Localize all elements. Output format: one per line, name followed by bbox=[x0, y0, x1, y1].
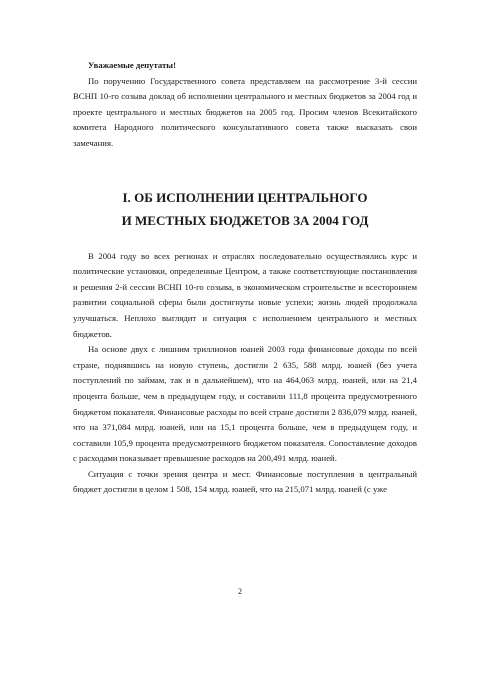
section-heading bbox=[73, 186, 417, 232]
body-paragraph-3: Ситуация с точки зрения центра и мест. Финансовые поступления в центральный бюджет достигли в целом 1 508, 154 млрд. юаней, что на 215,071 млрд. юаней (с уже bbox=[73, 468, 417, 495]
page-number: 2 bbox=[238, 587, 242, 596]
heading-spacer bbox=[73, 232, 417, 249]
page-content bbox=[73, 58, 417, 498]
section-heading-line-1: I. ОБ ИСПОЛНЕНИИ ЦЕНТРАЛЬНОГО bbox=[122, 189, 368, 205]
salutation: Уважаемые депутаты! bbox=[88, 60, 176, 70]
body-paragraph-1: В 2004 году во всех регионах и отраслях последовательно осуществлялись курс и политические установки, определенные Центром, а также соответствующие постановления и решения 2-й сессии ВСНП 10-го созыва, в экономическом строительстве и всестороннем развитии социальной сферы были достигнуты новые успехи; жизнь людей продолжала улучшаться. Неплохо выглядит и ситуация с исполнением центрального и местных бюджетов. bbox=[73, 250, 417, 339]
body-paragraph-2: На основе двух с лишним триллионов юаней 2003 года финансовые доходы по всей стране, поднявшись на новую ступень, достигли 2 635, 588 млрд. юаней (без учета поступлений по займам, так и в дальнейшем), что на 464,063 млрд. юаней, или на 21,4 процента больше, чем в предыдущем году, и составили 111,8 процента предусмотренного бюджетом показателя. Финансовые расходы по всей стране достигли 2 836,079 млрд. юаней, что на 371,084 млрд. юаней, или на 15,1 процента больше, чем в предыдущем году, и составили 105,9 процента предусмотренного бюджетом показателя. Сопоставление доходов с расходами показывает превышение расходов на 200,491 млрд. юаней. bbox=[73, 344, 417, 464]
section-heading-line-2: И МЕСТНЫХ БЮДЖЕТОВ ЗА 2004 ГОД bbox=[121, 212, 369, 228]
intro-paragraph: По поручению Государственного совета представляем на рассмотрение 3-й сессии ВСНП 10-го созыва доклад об исполнении центрального и местных бюджетов за 2004 год и проекте центрального и местных бюджетов на 2005 год. Просим членов Всекитайского комитета Народного политического консультативного совета также высказать свои замечания. bbox=[73, 75, 417, 148]
